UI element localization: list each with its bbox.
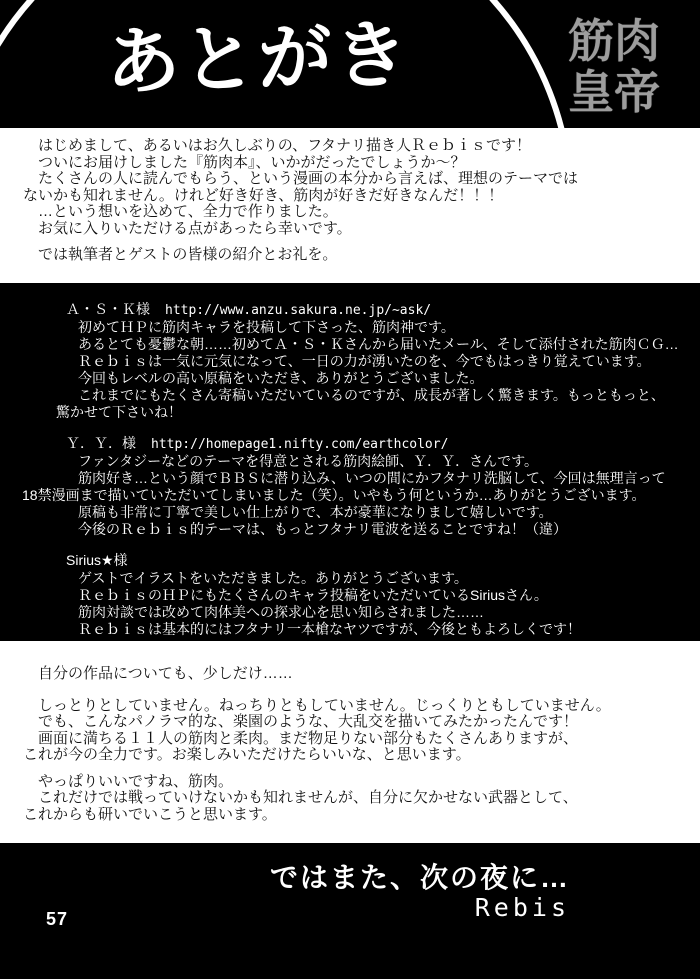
page-number: 57 bbox=[46, 909, 69, 929]
text-line: でも、こんなパノラマ的な、楽園のような、大乱交を描いてみたかったんです！ bbox=[38, 713, 579, 730]
text-line: あるとても憂鬱な朝……初めてＡ・Ｓ・Ｋさんから届いたメール、そして添付された筋肉ＣＧ… bbox=[78, 336, 679, 352]
text-line: ついにお届けしました『筋肉本』、いかがだったでしょうか～？ bbox=[38, 153, 466, 171]
text-line: Ｒｅｂｉｓは基本的にはフタナリ一本槍なヤツですが、今後ともよろしくです！ bbox=[78, 621, 582, 637]
text-line: 筋肉対談では改めて肉体美への探求心を思い知らされました…… bbox=[78, 604, 484, 620]
credit-name: Ｙ．Ｙ．様 bbox=[66, 435, 136, 451]
text-line: これが今の全力です。お楽しみいただけたらいいな、と思います。 bbox=[23, 746, 471, 763]
text-line: では執筆者とゲストの皆様の紹介とお礼を。 bbox=[38, 246, 338, 263]
credit-header bbox=[0, 301, 700, 319]
text-line: 驚かせて下さいね！ bbox=[56, 404, 182, 420]
book-title bbox=[568, 16, 660, 118]
credit-url: http://www.anzu.sakura.ne.jp/~ask/ bbox=[165, 303, 432, 318]
outro-paragraphs bbox=[23, 666, 693, 823]
text-line: Ｒｅｂｉｓは一気に元気になって、一日の力が湧いたのを、今でもはっきり覚えています。 bbox=[78, 353, 651, 369]
intro-paragraphs bbox=[23, 138, 693, 264]
closing-message: ではまた、次の夜に… bbox=[269, 862, 570, 893]
page-title: あとがき bbox=[104, 13, 412, 104]
text-line: …という想いを込めて、全力で作りました。 bbox=[38, 203, 338, 220]
page-header bbox=[0, 0, 700, 128]
text-line: たくさんの人に読んでもらう、という漫画の本分から言えば、理想のテーマでは bbox=[38, 170, 579, 187]
text-line: 初めてＨＰに筋肉キャラを投稿して下さった、筋肉神です。 bbox=[78, 319, 455, 335]
text-line: ゲストでイラストをいただきました。ありがとうございます。 bbox=[78, 570, 468, 586]
text-line: しっとりとしていません。ねっちりともしていません。じっくりともしていません。 bbox=[38, 696, 611, 714]
book-title-line2: 皇帝 bbox=[568, 66, 660, 118]
artist-signature: Rebis bbox=[474, 893, 570, 922]
credit-name: Sirius★様 bbox=[66, 552, 128, 568]
page-footer bbox=[0, 843, 700, 979]
credit-header bbox=[0, 435, 700, 453]
credits-box bbox=[0, 283, 700, 641]
text-line: 今後のＲｅｂｉｓ的テーマは、もっとフタナリ電波を送ることですね！（違） bbox=[78, 521, 568, 537]
text-line: 18禁漫画まで描いていただいてしまいました（笑）。いやもう何というか…ありがとうございます。 bbox=[22, 487, 646, 503]
credit-block-ask bbox=[0, 301, 700, 421]
text-line: ＲｅｂｉｓのＨＰにもたくさんのキャラ投稿をいただいているSiriusさん。 bbox=[78, 587, 548, 603]
text-line: やっぱりいいですね、筋肉。 bbox=[38, 772, 234, 790]
text-line: 今回もレベルの高い原稿をいただき、ありがとうございました。 bbox=[78, 370, 484, 386]
text-line: これまでにもたくさん寄稿いただいているのですが、成長が著しく驚きます。もっともっと、 bbox=[78, 387, 665, 403]
credit-url: http://homepage1.nifty.com/earthcolor/ bbox=[151, 437, 449, 452]
text-line: ないかも知れません。けれど好き好き、筋肉が好きだ好きなんだ！！！ bbox=[23, 186, 504, 204]
text-line: お気に入りいただける点があったら幸いです。 bbox=[38, 219, 352, 237]
text-line: これだけでは戦っていけないかも知れませんが、自分に欠かせない武器として、 bbox=[38, 789, 578, 806]
credit-name: Ａ・Ｓ・Ｋ様 bbox=[66, 301, 150, 317]
text-line: 自分の作品についても、少しだけ…… bbox=[38, 665, 293, 682]
credit-block-sirius bbox=[0, 552, 700, 638]
credit-block-yy bbox=[0, 435, 700, 538]
text-line: ファンタジーなどのテーマを得意とされる筋肉絵師、Ｙ．Ｙ．さんです。 bbox=[78, 453, 539, 469]
text-line: これからも研いでいこうと思います。 bbox=[23, 805, 277, 823]
text-line: はじめまして、あるいはお久しぶりの、フタナリ描き人Ｒｅｂｉｓです！ bbox=[38, 137, 532, 154]
credit-header bbox=[0, 552, 700, 570]
text-line: 画面に満ちる１１人の筋肉と柔肉。まだ物足りない部分もたくさんありますが、 bbox=[38, 729, 579, 747]
text-line: 原稿も非常に丁寧で美しい仕上がりで、本が豪華になりまして嬉しいです。 bbox=[78, 504, 553, 520]
text-line: 筋肉好き…という顔でＢＢＳに潜り込み、いつの間にかフタナリ洗脳して、今回は無理言って bbox=[78, 470, 666, 486]
book-title-line1: 筋肉 bbox=[568, 15, 660, 67]
